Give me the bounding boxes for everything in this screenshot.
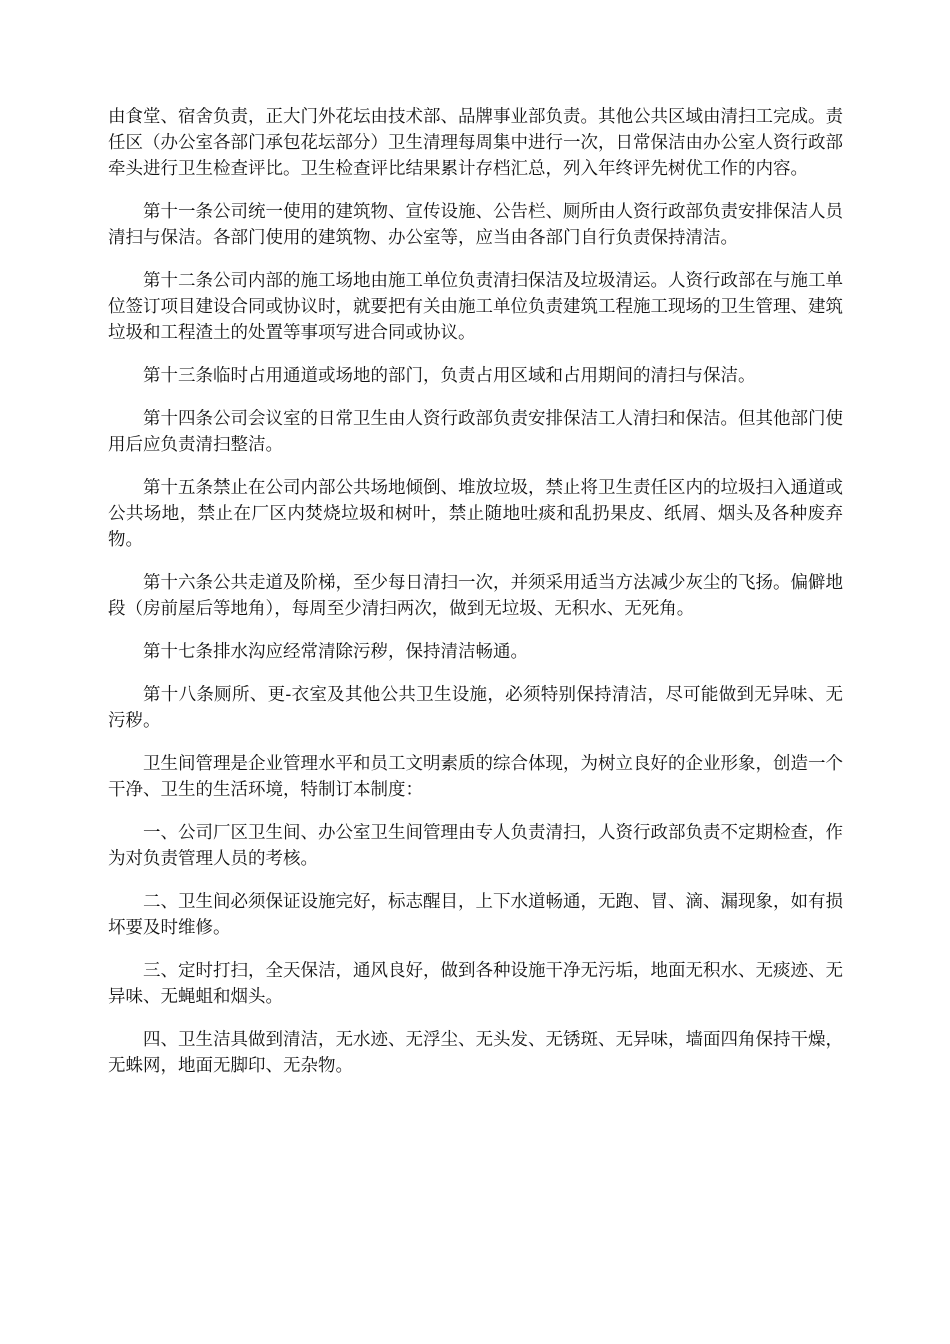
document-page [108,104,843,1096]
paragraph-restroom-item-1: 一、公司厂区卫生间、办公室卫生间管理由专人负责清扫，人资行政部负责不定期检查，作为对负责管理人员的考核。 [108,823,843,869]
paragraph-article-16: 第十六条公共走道及阶梯，至少每日清扫一次，并须采用适当方法减少灰尘的飞扬。偏僻地段（房前屋后等地角），每周至少清扫两次，做到无垃圾、无积水、无死角。 [108,573,843,619]
paragraph-restroom-item-4: 四、卫生洁具做到清洁，无水迹、无浮尘、无头发、无锈斑、无异味，墙面四角保持干燥，无蛛网，地面无脚印、无杂物。 [108,1030,843,1076]
paragraph-restroom-item-3: 三、定时打扫，全天保洁，通风良好，做到各种设施干净无污垢，地面无积水、无痰迹、无异味、无蝇蛆和烟头。 [108,961,843,1007]
paragraph-restroom-item-2: 二、卫生间必须保证设施完好，标志醒目，上下水道畅通，无跑、冒、滴、漏现象，如有损坏要及时维修。 [108,892,843,938]
paragraph-restroom-intro: 卫生间管理是企业管理水平和员工文明素质的综合体现，为树立良好的企业形象，创造一个干净、卫生的生活环境，特制订本制度： [108,754,843,800]
paragraph-article-17: 第十七条排水沟应经常清除污秽，保持清洁畅通。 [143,642,528,662]
paragraph-article-12: 第十二条公司内部的施工场地由施工单位负责清扫保洁及垃圾清运。人资行政部在与施工单位签订项目建设合同或协议时，就要把有关由施工单位负责建筑工程施工现场的卫生管理、建筑垃圾和工程渣土的处置等事项写进合同或协议。 [108,271,843,343]
paragraph-article-13: 第十三条临时占用通道或场地的部门，负责占用区域和占用期间的清扫与保洁。 [143,366,756,386]
paragraph-article-14: 第十四条公司会议室的日常卫生由人资行政部负责安排保洁工人清扫和保洁。但其他部门使用后应负责清扫整洁。 [108,409,843,455]
paragraph-article-11: 第十一条公司统一使用的建筑物、宣传设施、公告栏、厕所由人资行政部负责安排保洁人员清扫与保洁。各部门使用的建筑物、办公室等，应当由各部门自行负责保持清洁。 [108,202,843,248]
paragraph-intro-continuation: 由食堂、宿舍负责，正大门外花坛由技术部、品牌事业部负责。其他公共区域由清扫工完成。责任区（办公室各部门承包花坛部分）卫生清理每周集中进行一次，日常保洁由办公室人资行政部牵头进行卫生检查评比。卫生检查评比结果累计存档汇总，列入年终评先树优工作的内容。 [108,107,843,179]
paragraph-article-15: 第十五条禁止在公司内部公共场地倾倒、堆放垃圾，禁止将卫生责任区内的垃圾扫入通道或公共场地，禁止在厂区内焚烧垃圾和树叶，禁止随地吐痰和乱扔果皮、纸屑、烟头及各种废弃物。 [108,478,843,550]
paragraph-article-18: 第十八条厕所、更-衣室及其他公共卫生设施，必须特别保持清洁，尽可能做到无异味、无污秽。 [108,685,843,731]
